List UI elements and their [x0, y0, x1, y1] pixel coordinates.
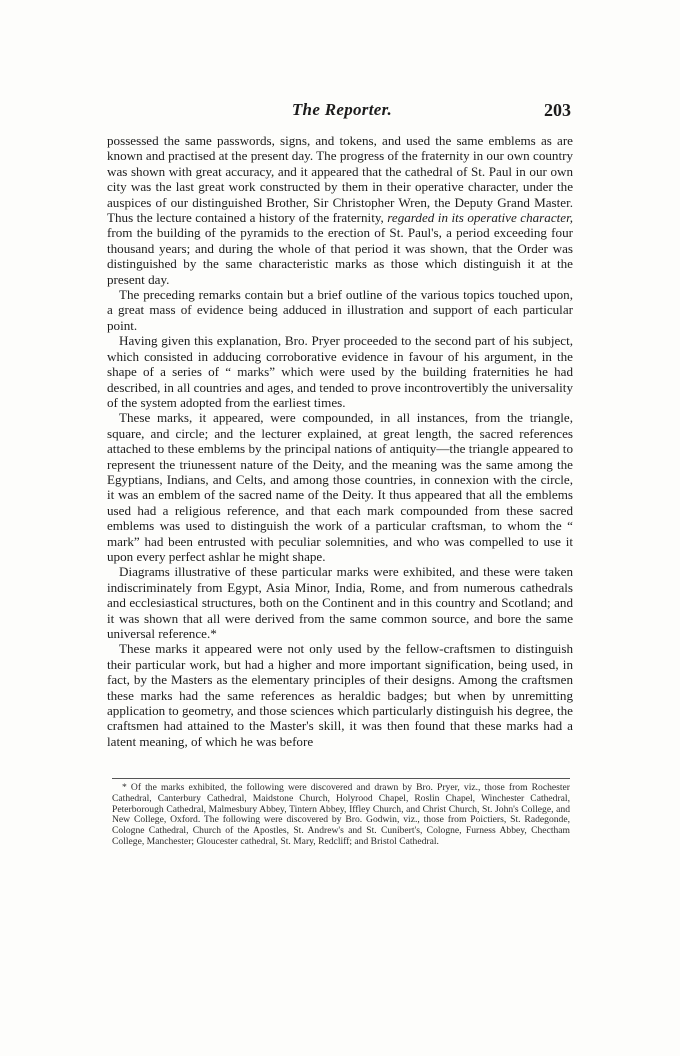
- paragraph: These marks it appeared were not only used by the fellow-craftsmen to distinguish their particular work, but had a higher and more important signification, being used, in fact, by the Masters as the elementary principles of their designs. Among the craftsmen these marks had the same references as heraldic badges; but when by unremitting application to geometry, and those sciences which particularly distinguish his degree, the craftsmen had attained to the Master's skill, it was then found that these marks had a latent meaning, of which he was before: [107, 641, 573, 749]
- paragraph: These marks, it appeared, were compounded, in all instances, from the triangle, square, and circle; and the lecturer explained, at great length, the sacred references attached to these emblems by the principal nations of antiquity—the triangle appeared to represent the triunessent nature of the Deity, and the meaning was the same among the Egyptians, Indians, and Celts, and among those countries, in connexion with the circle, it was an emblem of the sacred name of the Deity. It thus appeared that all the emblems used had a religious reference, and that each mark compounded from these sacred emblems was used to distinguish the work of a particular craftsman, to whom the “ mark” had been entrusted with peculiar solemnities, and who was compelled to use it upon every perfect ashlar he might shape.: [107, 410, 573, 564]
- paragraph: Having given this explanation, Bro. Pryer proceeded to the second part of his subject, which consisted in adducing corroborative evidence in favour of his argument, in the shape of a series of “ marks” which were used by the building fraternities he had described, in all countries and ages, and tended to prove incontrovertibly the universality of the system adopted from the earliest times.: [107, 333, 573, 410]
- paragraph: [107, 133, 573, 287]
- footnote-divider: [112, 778, 570, 779]
- paragraph-text-continued: from the building of the pyramids to the erection of St. Paul's, a period exceeding four thousand years; and during the whole of that period it was shown, that the Order was distinguished by the same characteristic marks as those which distinguish it at the present day.: [107, 225, 573, 287]
- footnote: * Of the marks exhibited, the following were discovered and drawn by Bro. Pryer, viz., those from Rochester Cathedral, Canterbury Cathedral, Maidstone Church, Holyrood Chapel, Roslin Chapel, Winchester Cathedral, Peterborough Cathedral, Malmesbury Abbey, Tintern Abbey, Iffley Church, and Christ Church, St. John's College, and New College, Oxford. The following were discovered by Bro. Godwin, viz., those from Poictiers, St. Radegonde, Cologne Cathedral, Church of the Apostles, St. Andrew's and St. Cunibert's, Cologne, Furness Abbey, Chectham College, Manchester; Gloucester cathedral, St. Mary, Redcliff; and Bristol Cathedral.: [112, 782, 570, 847]
- running-head: [107, 100, 577, 126]
- body-text: [107, 133, 573, 749]
- running-title: The Reporter.: [291, 100, 393, 119]
- paragraph: Diagrams illustrative of these particular marks were exhibited, and these were taken indiscriminately from Egypt, Asia Minor, India, Rome, and from numerous cathedrals and ecclesiastical structures, both on the Continent and in this country and Scotland; and it was shown that all were derived from the same common source, and bore the same universal reference.*: [107, 564, 573, 641]
- page-number: 203: [544, 100, 571, 120]
- paragraph: The preceding remarks contain but a brief outline of the various topics touched upon, a great mass of evidence being adduced in illustration and support of each particular point.: [107, 287, 573, 333]
- paragraph-text: possessed the same passwords, signs, and tokens, and used the same emblems as are known and practised at the present day. The progress of the fraternity in our own country was shown with great accuracy, and it appeared that the cathedral of St. Paul in our own city was the last great work constructed by them in their operative character, under the auspices of our distinguished Brother, Sir Christopher Wren, the Deputy Grand Master. Thus the lecture contained a history of the fraternity,: [107, 133, 573, 226]
- italic-phrase: regarded in its operative character,: [387, 210, 573, 226]
